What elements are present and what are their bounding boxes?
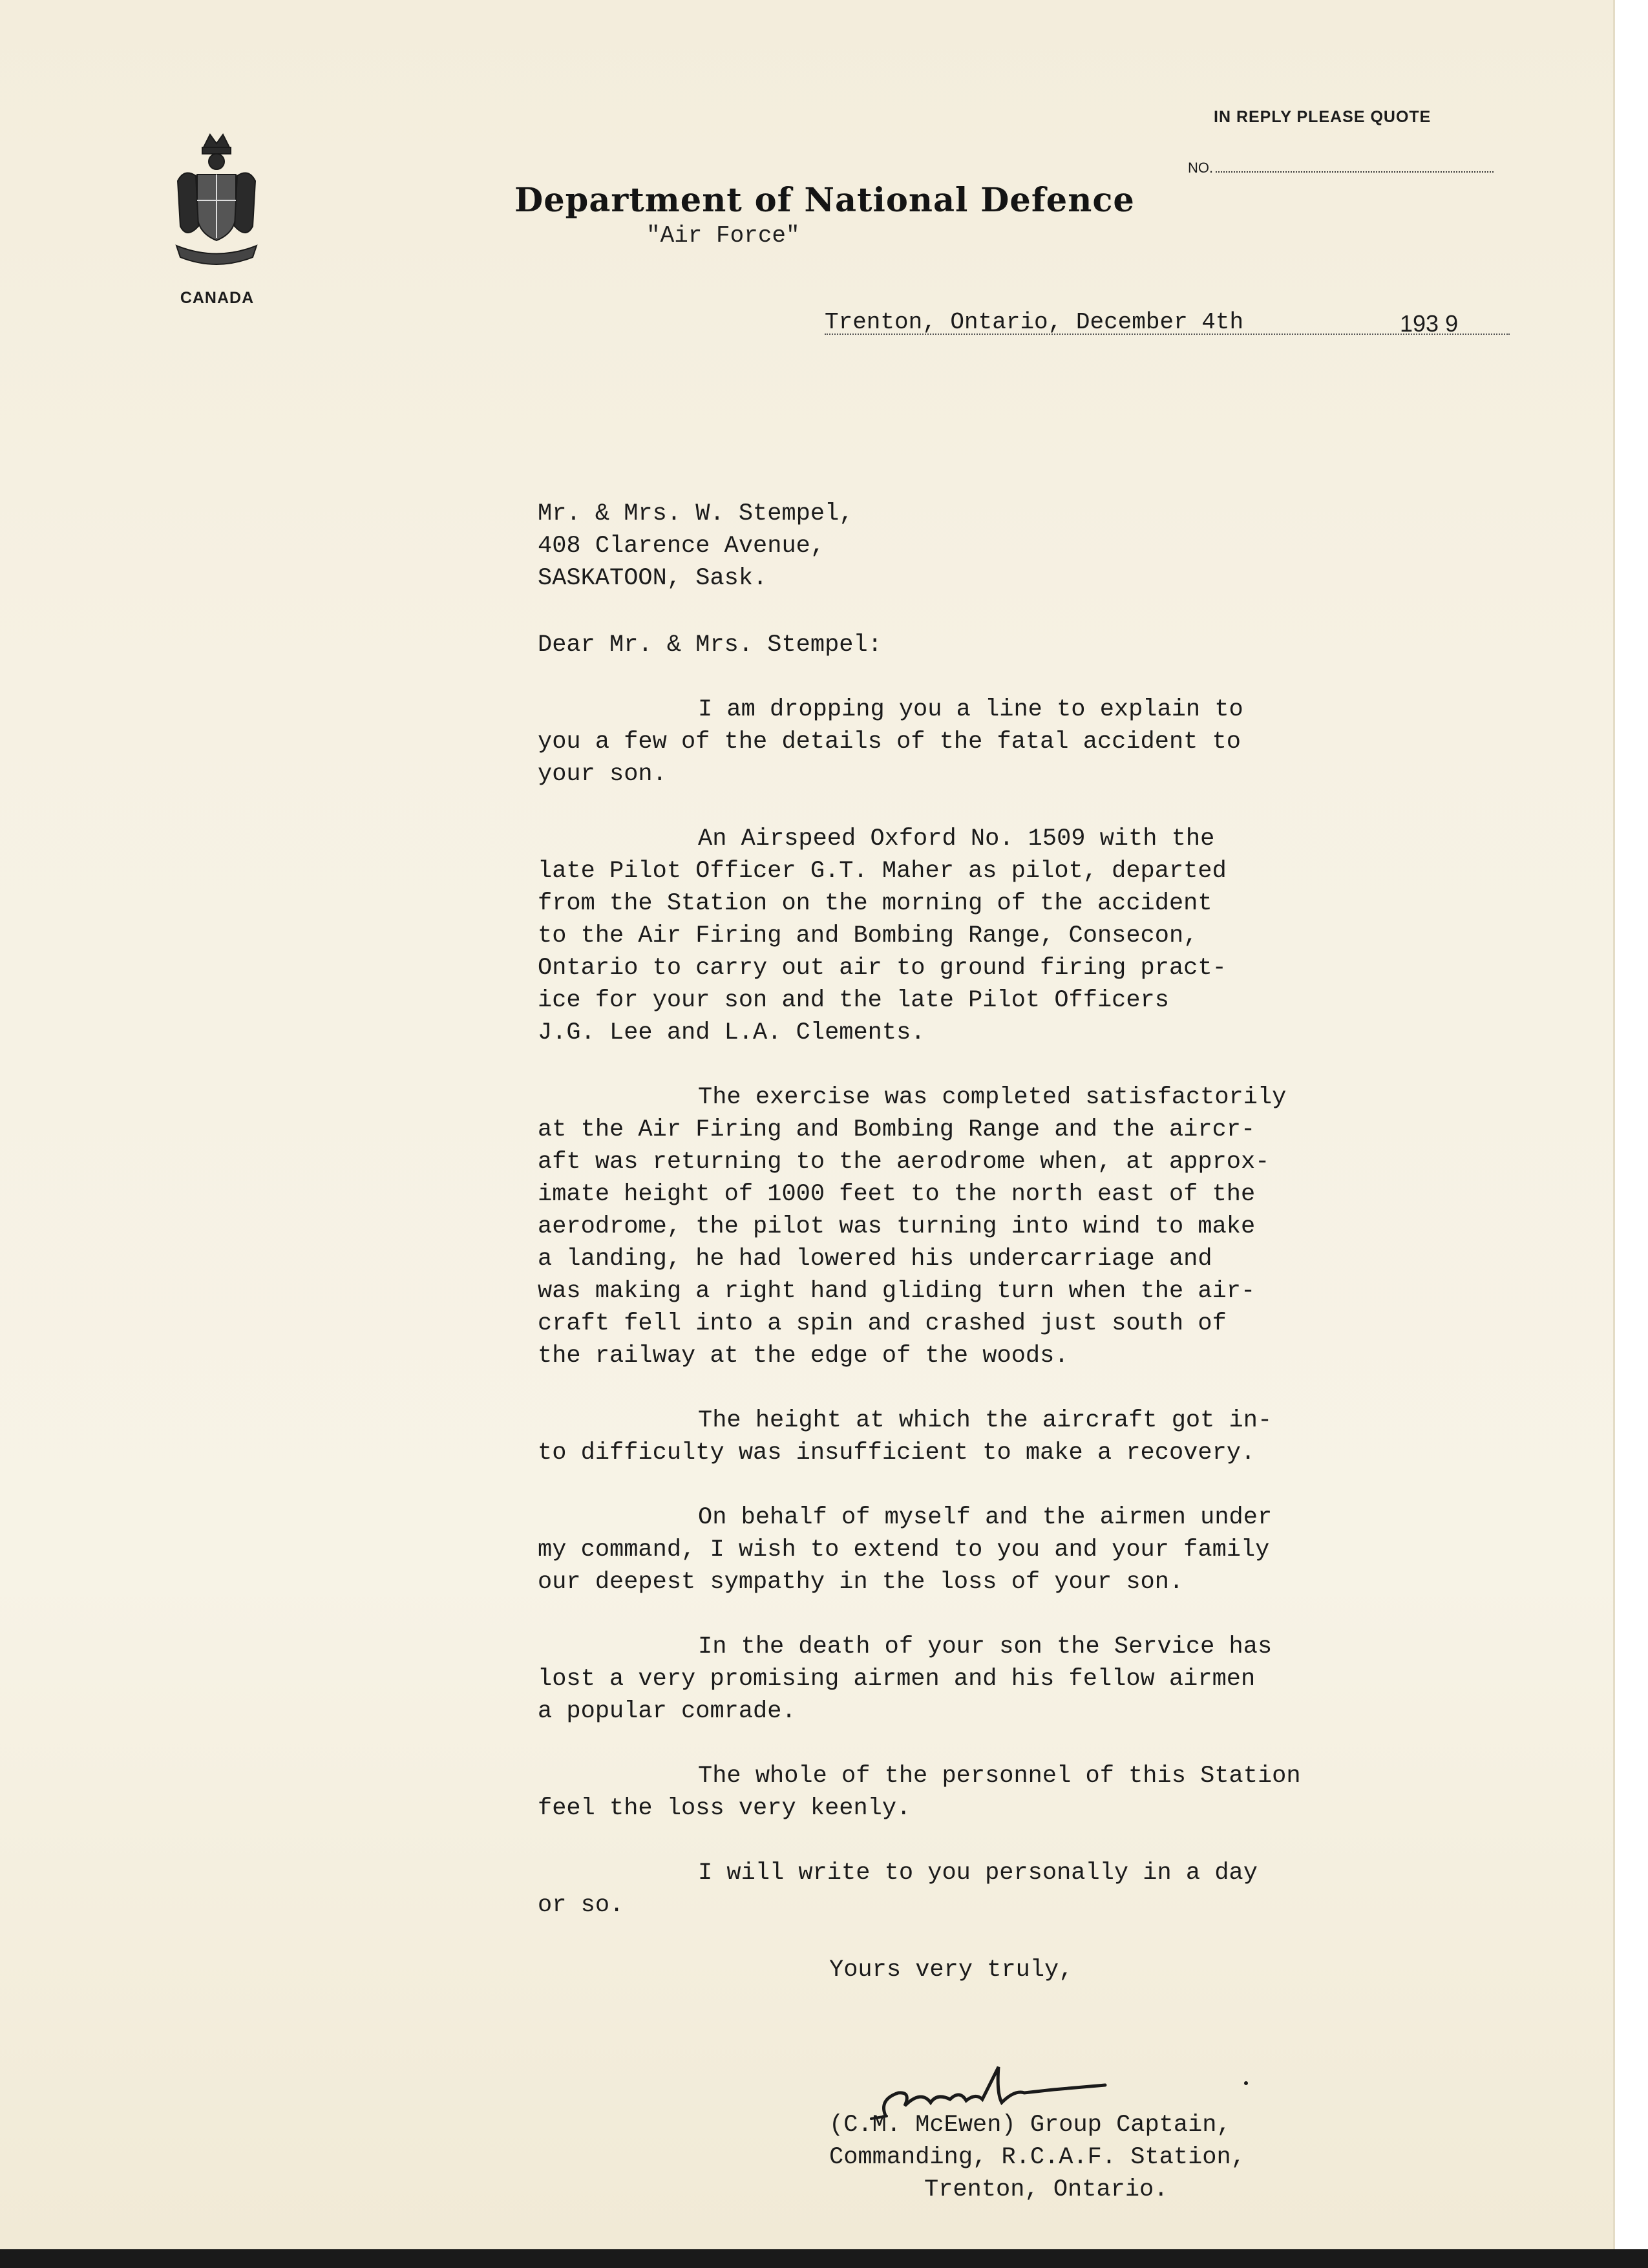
body-line: or so. [538, 1892, 624, 1919]
body-line: The whole of the personnel of this Station [698, 1763, 1301, 1790]
body-line: J.G. Lee and L.A. Clements. [538, 1019, 925, 1046]
body-line: lost a very promising airmen and his fellow airmen [538, 1666, 1256, 1693]
body-line: craft fell into a spin and crashed just south of [538, 1310, 1227, 1337]
salutation: Dear Mr. & Mrs. Stempel: [538, 631, 882, 659]
coat-of-arms-icon [165, 129, 268, 284]
signatory-line: (C.M. McEwen) Group Captain, [829, 2112, 1231, 2139]
place-and-date: Trenton, Ontario, December 4th [825, 309, 1244, 335]
recipient-line: SASKATOON, Sask. [538, 565, 768, 592]
body-line: late Pilot Officer G.T. Maher as pilot, departed [538, 858, 1227, 885]
body-line: to the Air Firing and Bombing Range, Consecon, [538, 922, 1198, 949]
body-line: aerodrome, the pilot was turning into wind to make [538, 1213, 1256, 1240]
body-line: In the death of your son the Service has [698, 1633, 1273, 1660]
signatory-line: Commanding, R.C.A.F. Station, [829, 2144, 1245, 2171]
reply-note: IN REPLY PLEASE QUOTE [1214, 108, 1431, 126]
body-line: aft was returning to the aerodrome when, at approx- [538, 1149, 1270, 1176]
reference-number-blank [1216, 171, 1494, 173]
body-line: from the Station on the morning of the accident [538, 890, 1212, 917]
body-line: imate height of 1000 feet to the north east of the [538, 1181, 1256, 1208]
body-line: The height at which the aircraft got in- [698, 1407, 1273, 1434]
body-line: you a few of the details of the fatal accident to [538, 728, 1241, 756]
year: 193 9 [1400, 310, 1459, 337]
body-line: the railway at the edge of the woods. [538, 1342, 1069, 1370]
service-subheading: "Air Force" [646, 222, 800, 249]
body-line: The exercise was completed satisfactorily [698, 1084, 1287, 1111]
body-line: An Airspeed Oxford No. 1509 with the [698, 825, 1215, 853]
closing: Yours very truly, [829, 1956, 1073, 1984]
scan-edge [0, 2249, 1648, 2268]
body-line: I will write to you personally in a day [698, 1860, 1258, 1887]
body-line: was making a right hand gliding turn when the air- [538, 1278, 1256, 1305]
body-line: a landing, he had lowered his undercarriage and [538, 1245, 1212, 1273]
reference-number-label: NO. [1188, 160, 1214, 176]
body-line: Ontario to carry out air to ground firing pract- [538, 955, 1227, 982]
body-line: at the Air Firing and Bombing Range and the aircr- [538, 1116, 1256, 1143]
department-heading: Department of National Defence [514, 181, 1135, 220]
body-line: to difficulty was insufficient to make a recovery. [538, 1439, 1256, 1467]
recipient-line: 408 Clarence Avenue, [538, 533, 825, 560]
reference-number-field [1188, 160, 1511, 176]
dateline [825, 309, 1510, 341]
recipient-line: Mr. & Mrs. W. Stempel, [538, 500, 854, 527]
body-line: a popular comrade. [538, 1698, 796, 1725]
body-line: ice for your son and the late Pilot Officers [538, 987, 1169, 1014]
body-line: I am dropping you a line to explain to [698, 696, 1243, 723]
body-line: our deepest sympathy in the loss of your son. [538, 1569, 1184, 1596]
body-line: feel the loss very keenly. [538, 1795, 911, 1822]
signatory-line: Trenton, Ontario. [924, 2176, 1168, 2203]
body-line: On behalf of myself and the airmen under [698, 1504, 1273, 1531]
body-line: your son. [538, 761, 667, 788]
body-line: my command, I wish to extend to you and your family [538, 1536, 1270, 1563]
crest-label: CANADA [180, 289, 255, 307]
